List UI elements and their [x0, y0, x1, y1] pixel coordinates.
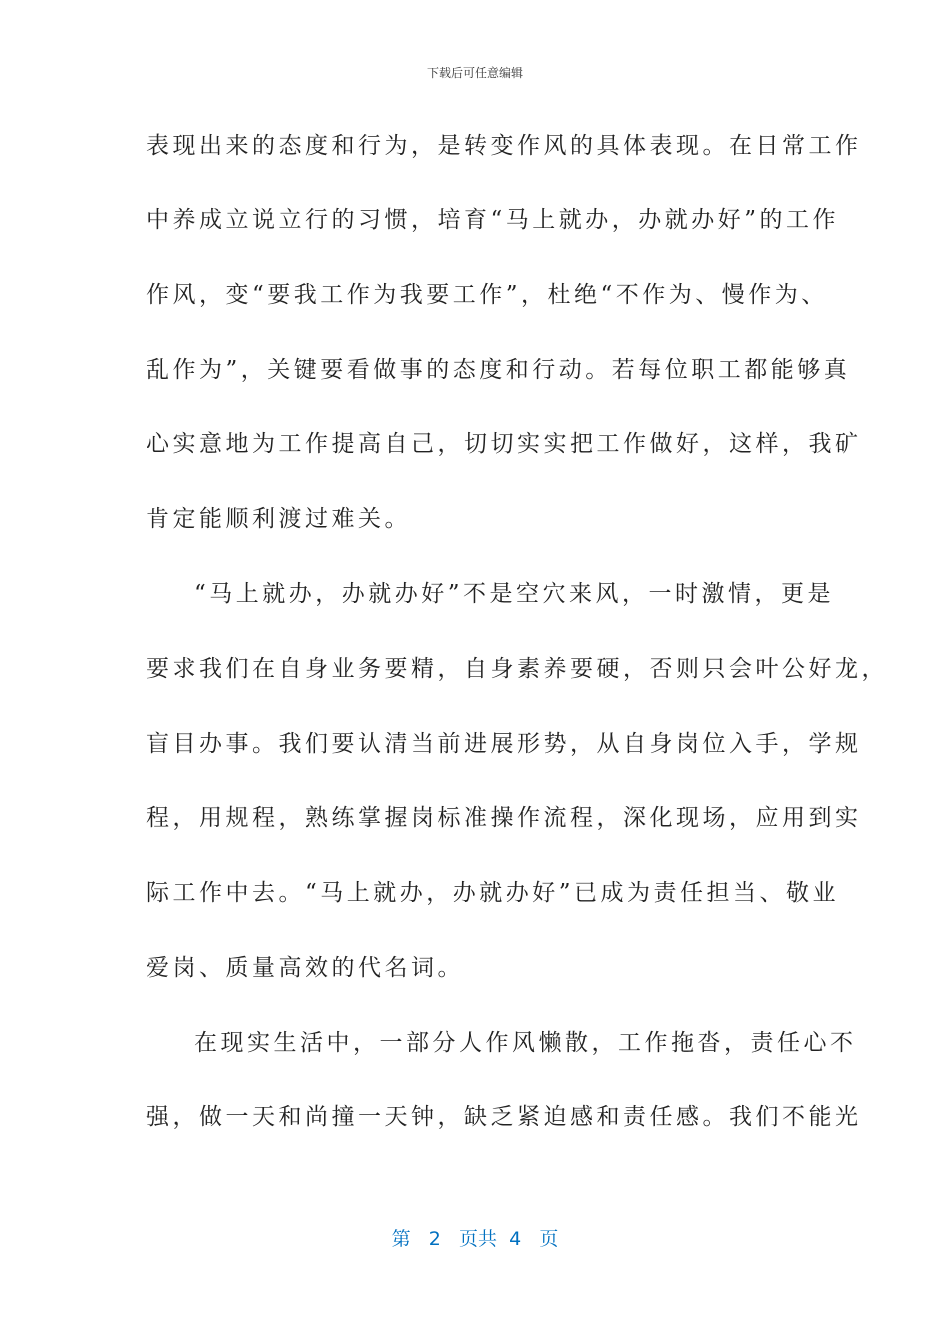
footer-label-page: 第: [391, 1228, 411, 1250]
footer-label-of: 页共: [459, 1228, 498, 1250]
body-line-1: 表现出来的态度和行为，是转变作风的具体表现。在日常工作: [146, 133, 862, 159]
body-line-4: 乱作为”，关键要看做事的态度和行动。若每位职工都能够真: [146, 357, 851, 383]
footer-label-end: 页: [539, 1228, 559, 1250]
body-line-11: 际工作中去。“马上就办，办就办好”已成为责任担当、敬业: [146, 880, 840, 906]
body-line-3: 作风，变“要我工作为我要工作”，杜绝“不作为、慢作为、: [146, 282, 828, 308]
page-footer: [0, 1224, 950, 1251]
body-line-10: 程，用规程，熟练掌握岗标准操作流程，深化现场，应用到实: [146, 805, 862, 831]
footer-total-pages: 4: [509, 1228, 522, 1250]
body-line-8: 要求我们在自身业务要精，自身素养要硬，否则只会叶公好龙，: [146, 656, 888, 682]
body-line-13: 在现实生活中，一部分人作风懒散，工作拖沓，责任心不: [194, 1030, 857, 1056]
body-line-2: 中养成立说立行的习惯，培育“马上就办，办就办好”的工作: [146, 207, 840, 233]
body-line-12: 爱岗、质量高效的代名词。: [146, 955, 464, 981]
body-line-5: 心实意地为工作提高自己，切切实实把工作做好，这样，我矿: [146, 431, 862, 457]
body-line-9: 盲目办事。我们要认清当前进展形势，从自身岗位入手，学规: [146, 731, 862, 757]
page-header-note: 下载后可任意编辑: [426, 66, 523, 80]
body-line-6: 肯定能顺利渡过难关。: [146, 506, 411, 532]
body-line-14: 强，做一天和尚撞一天钟，缺乏紧迫感和责任感。我们不能光: [146, 1104, 862, 1130]
footer-current-page: 2: [428, 1228, 441, 1250]
body-line-7: “马上就办，办就办好”不是空穴来风，一时激情，更是: [194, 581, 835, 607]
